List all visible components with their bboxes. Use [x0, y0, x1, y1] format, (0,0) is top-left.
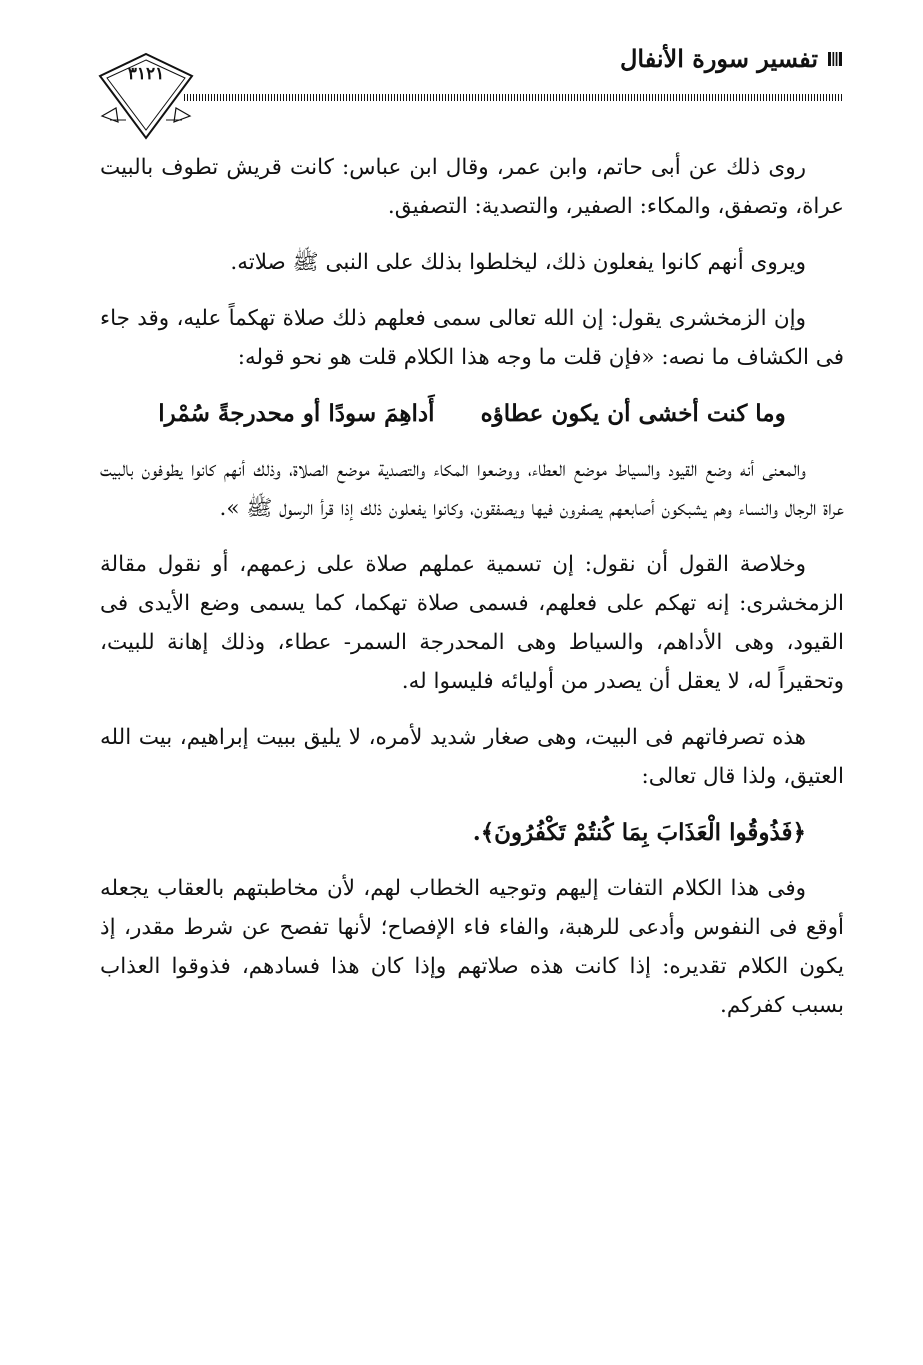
paragraph-5: وخلاصة القول أن نقول: إن تسمية عملهم صلاة على زعمهم، أو نقول مقالة الزمخشرى: إنه تهكم على فعلهم، فسمى صلاة تهكما، كما يسمى وضع الأيدى فى القيود، وهى الأداهم، والسياط وهى المحدرجة السمر- عطاء، وذلك إهانة للبيت، وتحقيراً له، لا يعقل أن يصدر من أوليائه فليسوا له. — [100, 552, 844, 694]
header-rule — [184, 94, 844, 101]
paragraph-7: وفى هذا الكلام التفات إليهم وتوجيه الخطاب لهم، لأن مخاطبتهم بالعقاب يجعله أوقع فى النفوس وأدعى للرهبة، والفاء فاء الإفصاح؛ لأنها تفصح عن شرط مقدر، إذ يكون الكلام تقديره: إذا كانت هذه صلاتهم وإذا كان هذا فسادهم، فذوقوا العذاب بسبب كفركم. — [100, 876, 844, 1018]
page-number: ٣١٢١ — [127, 64, 165, 84]
paragraph-2: ويروى أنهم كانوا يفعلون ذلك، ليخلطوا بذلك على النبى ﷺ صلاته. — [230, 250, 806, 275]
quran-verse: ﴿فَذُوقُوا الْعَذَابَ بِمَا كُنتُمْ تَكْفُرُونَ﴾. — [472, 819, 806, 846]
paragraph-1: روى ذلك عن أبى حاتم، وابن عمر، وقال ابن عباس: كانت قريش تطوف بالبيت عراة، وتصفق، والمكاء: الصفير، والتصدية: التصفيق. — [100, 155, 844, 219]
verse-second-hemistich: أَداهِمَ سودًا أو محدرجةً سُمْرا — [158, 400, 435, 427]
paragraph-4: والمعنى أنه وضع القيود والسياط موضع العطاء، ووضعوا المكاء والتصدية موضع الصلاة، وذلك أنهم كانوا يطوفون بالبيت عراة الرجال والنساء وهم يشبكون أصابعهم يصفرون فيها ويصفقون، وكانوا يفعلون ذلك إذا قرأ الرسول ﷺ ». — [100, 457, 844, 521]
poetry-verse — [100, 394, 844, 433]
paragraph-3: وإن الزمخشرى يقول: إن الله تعالى سمى فعلهم ذلك صلاة تهكماً عليه، وقد جاء فى الكشاف ما نصه: «فإن قلت ما وجه هذا الكلام قلت هو نحو قوله: — [100, 306, 844, 370]
running-title-text: تفسير سورة الأنفال — [619, 44, 818, 73]
paragraph-6: هذه تصرفاتهم فى البيت، وهى صغار شديد لأمره، لا يليق ببيت إبراهيم، بيت الله العتيق، ولذا قال تعالى: — [100, 725, 844, 789]
book-ornament-icon — [826, 50, 844, 68]
running-title — [620, 44, 844, 73]
page-body — [100, 148, 844, 1042]
page-header — [96, 34, 844, 144]
verse-first-hemistich: وما كنت أخشى أن يكون عطاؤه — [480, 400, 786, 427]
